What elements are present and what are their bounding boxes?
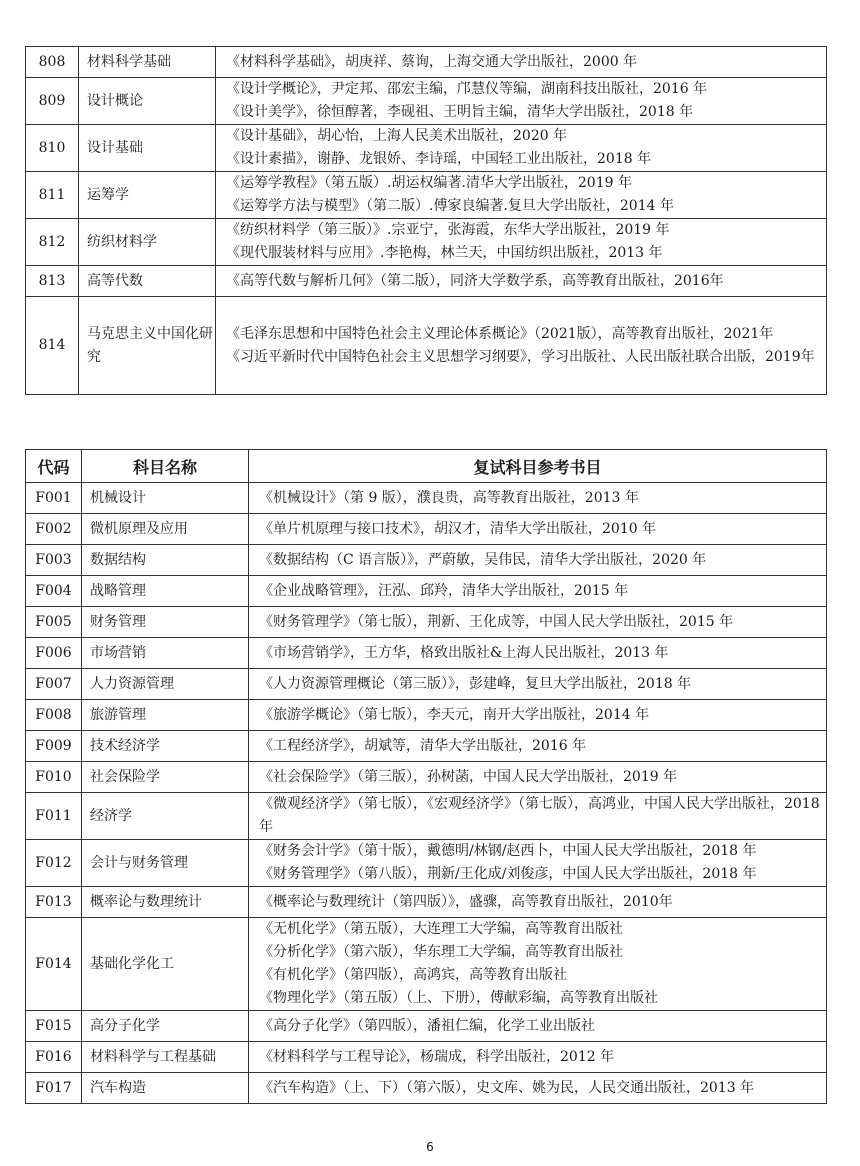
reference-books	[249, 669, 827, 700]
book-entry: 《材料科学与工程导论》，杨瑞成，科学出版社，2012 年	[259, 1048, 615, 1065]
subject-code: F007	[26, 669, 82, 700]
subject-code: F006	[26, 638, 82, 669]
book-entry: 《分析化学》（第六版），华东理工大学编，高等教育出版社	[259, 944, 623, 960]
book-entry: 《纺织材料学（第三版）》.宗亚宁，张海霞，东华大学出版社，2019 年	[226, 222, 670, 238]
book-entry: 《微观经济学》（第七版），《宏观经济学》（第七版），高鸿业，中国人民大学出版社，2018 年	[259, 796, 820, 835]
subject-name: 高等代数	[79, 266, 216, 297]
subject-name: 汽车构造	[82, 1073, 249, 1104]
table-row	[26, 219, 827, 266]
book-entry: 《市场营销学》，王方华，格致出版社&上海人民出版社，2013 年	[259, 644, 669, 661]
subject-code: F003	[26, 545, 82, 576]
book-entry: 《概率论与数理统计（第四版）》，盛骤，高等教育出版社，2010年	[259, 893, 673, 910]
subject-name: 会计与财务管理	[82, 840, 249, 887]
subject-code: F013	[26, 887, 82, 918]
subject-code: F010	[26, 762, 82, 793]
table-row	[26, 266, 827, 297]
subject-code: F011	[26, 793, 82, 840]
reference-books	[216, 47, 827, 78]
subject-name: 高分子化学	[82, 1011, 249, 1042]
subject-name: 材料科学与工程基础	[82, 1042, 249, 1073]
subject-name: 设计基础	[79, 125, 216, 172]
book-entry: 《汽车构造》（上、下）（第六版），史文库、姚为民，人民交通出版社，2013 年	[259, 1079, 755, 1096]
book-entry: 《设计学概论》，尹定邦、邵宏主编，邝慧仪等编，湖南科技出版社，2016 年	[226, 81, 708, 97]
table-row	[26, 1011, 827, 1042]
table-row	[26, 607, 827, 638]
reference-books	[249, 762, 827, 793]
header-reference-books: 复试科目参考书目	[249, 450, 827, 483]
reference-books	[249, 545, 827, 576]
book-entry: 《设计基础》，胡心怡，上海人民美术出版社，2020 年	[226, 128, 568, 144]
reference-books	[249, 1042, 827, 1073]
book-entry: 《机械设计》（第 9 版），濮良贵，高等教育出版社，2013 年	[259, 489, 639, 506]
reference-books	[249, 731, 827, 762]
reference-books	[216, 266, 827, 297]
book-entry: 《设计素描》，谢静、龙银娇、李诗瑶，中国轻工业出版社，2018 年	[226, 151, 652, 167]
reference-books	[249, 700, 827, 731]
reference-books	[249, 887, 827, 918]
subject-code: F017	[26, 1073, 82, 1104]
book-entry: 《运筹学方法与模型》（第二版）.傅家良编著.复旦大学出版社，2014 年	[226, 198, 674, 214]
subject-code: 808	[26, 47, 79, 78]
book-entry: 《习近平新时代中国特色社会主义思想学习纲要》，学习出版社、人民出版社联合出版，2019年	[226, 348, 815, 365]
subject-name: 战略管理	[82, 576, 249, 607]
subject-code: 814	[26, 297, 79, 395]
book-entry: 《运筹学教程》（第五版）.胡运权编著.清华大学出版社，2019 年	[226, 175, 632, 191]
reference-books	[249, 607, 827, 638]
table-row	[26, 47, 827, 78]
table-row	[26, 78, 827, 125]
subject-name: 技术经济学	[82, 731, 249, 762]
subject-name: 材料科学基础	[79, 47, 216, 78]
table-row	[26, 669, 827, 700]
book-entry: 《财务管理学》（第八版），荆新/王化成/刘俊彦，中国人民大学出版社，2018 年	[259, 866, 757, 882]
table-row	[26, 1042, 827, 1073]
book-entry: 《工程经济学》，胡斌等，清华大学出版社，2016 年	[259, 737, 587, 754]
subject-code: 812	[26, 219, 79, 266]
subject-code: 809	[26, 78, 79, 125]
table-row	[26, 297, 827, 395]
subject-code: 810	[26, 125, 79, 172]
reference-books	[216, 125, 827, 172]
book-entry: 《无机化学》（第五版），大连理工大学编，高等教育出版社	[259, 921, 623, 937]
book-entry: 《数据结构（C 语言版）》，严蔚敏，吴伟民，清华大学出版社，2020 年	[259, 551, 707, 568]
reference-books	[249, 514, 827, 545]
subject-code: 811	[26, 172, 79, 219]
subject-name: 机械设计	[82, 483, 249, 514]
subject-name: 财务管理	[82, 607, 249, 638]
book-entry: 《材料科学基础》，胡庚祥、蔡询，上海交通大学出版社，2000 年	[226, 53, 638, 70]
subject-code: F016	[26, 1042, 82, 1073]
subject-name: 社会保险学	[82, 762, 249, 793]
subject-name: 市场营销	[82, 638, 249, 669]
table-row	[26, 918, 827, 1011]
book-entry: 《旅游学概论》（第七版），李天元，南开大学出版社，2014 年	[259, 706, 650, 723]
book-entry: 《物理化学》（第五版）（上、下册），傅献彩编，高等教育出版社	[259, 990, 658, 1006]
subject-code: F009	[26, 731, 82, 762]
book-entry: 《企业战略管理》，汪泓、邱羚，清华大学出版社，2015 年	[259, 582, 629, 599]
book-entry: 《社会保险学》（第三版），孙树菡，中国人民大学出版社，2019 年	[259, 768, 678, 785]
header-subject-name: 科目名称	[82, 450, 249, 483]
subject-name: 概率论与数理统计	[82, 887, 249, 918]
book-entry: 《财务会计学》（第十版），戴德明/林钢/赵西卜，中国人民大学出版社，2018 年	[259, 843, 757, 859]
reference-books	[249, 793, 827, 840]
subject-name: 设计概论	[79, 78, 216, 125]
reference-books	[216, 78, 827, 125]
subject-code: F004	[26, 576, 82, 607]
subject-name: 纺织材料学	[79, 219, 216, 266]
subject-name: 经济学	[82, 793, 249, 840]
reference-books	[249, 483, 827, 514]
reference-books	[216, 297, 827, 395]
table2-body	[26, 483, 827, 1104]
book-entry: 《高等代数与解析几何》（第二版），同济大学数学系，高等教育出版社，2016年	[226, 272, 724, 289]
table-row	[26, 638, 827, 669]
table-row	[26, 483, 827, 514]
subject-name: 微机原理及应用	[82, 514, 249, 545]
table-row	[26, 762, 827, 793]
reference-books	[249, 1073, 827, 1104]
table-row	[26, 700, 827, 731]
table1-body	[26, 47, 827, 395]
table-row	[26, 1073, 827, 1104]
subject-name: 运筹学	[79, 172, 216, 219]
subject-code: F008	[26, 700, 82, 731]
subject-code: F002	[26, 514, 82, 545]
table-row	[26, 125, 827, 172]
reference-table-initial-exam	[25, 46, 827, 395]
subject-code: 813	[26, 266, 79, 297]
reference-books	[249, 1011, 827, 1042]
table-row	[26, 887, 827, 918]
book-entry: 《人力资源管理概论（第三版）》，彭建峰，复旦大学出版社，2018 年	[259, 675, 692, 692]
reference-books	[216, 219, 827, 266]
book-entry: 《有机化学》（第四版），高鸿宾，高等教育出版社	[259, 967, 567, 983]
subject-name: 人力资源管理	[82, 669, 249, 700]
table-header-row	[26, 450, 827, 483]
book-entry: 《现代服装材料与应用》.李艳梅，林兰天，中国纺织出版社，2013 年	[226, 245, 663, 261]
subject-name: 旅游管理	[82, 700, 249, 731]
book-entry: 《毛泽东思想和中国特色社会主义理论体系概论》（2021版），高等教育出版社，2021年	[226, 325, 774, 342]
reference-books	[249, 840, 827, 887]
reference-books	[249, 638, 827, 669]
table-row	[26, 545, 827, 576]
table-row	[26, 172, 827, 219]
subject-code: F015	[26, 1011, 82, 1042]
book-entry: 《财务管理学》（第七版），荆新、王化成等，中国人民大学出版社，2015 年	[259, 613, 734, 630]
table-row	[26, 840, 827, 887]
reference-books	[216, 172, 827, 219]
page-number: 6	[426, 1140, 434, 1154]
reference-books	[249, 918, 827, 1011]
table-row	[26, 731, 827, 762]
table-row	[26, 576, 827, 607]
subject-code: F005	[26, 607, 82, 638]
subject-name: 数据结构	[82, 545, 249, 576]
subject-code: F014	[26, 918, 82, 1011]
reference-table-retest	[25, 449, 827, 1104]
subject-name: 基础化学化工	[82, 918, 249, 1011]
subject-code: F001	[26, 483, 82, 514]
reference-books	[249, 576, 827, 607]
table-row	[26, 793, 827, 840]
book-entry: 《高分子化学》（第四版），潘祖仁编，化学工业出版社	[259, 1017, 595, 1034]
book-entry: 《设计美学》，徐恒醇著，李砚祖、王明旨主编，清华大学出版社，2018 年	[226, 104, 694, 120]
book-entry: 《单片机原理与接口技术》，胡汉才，清华大学出版社，2010 年	[259, 520, 657, 537]
subject-name: 马克思主义中国化研究	[79, 297, 216, 395]
table-row	[26, 514, 827, 545]
header-code: 代码	[26, 450, 82, 483]
subject-code: F012	[26, 840, 82, 887]
